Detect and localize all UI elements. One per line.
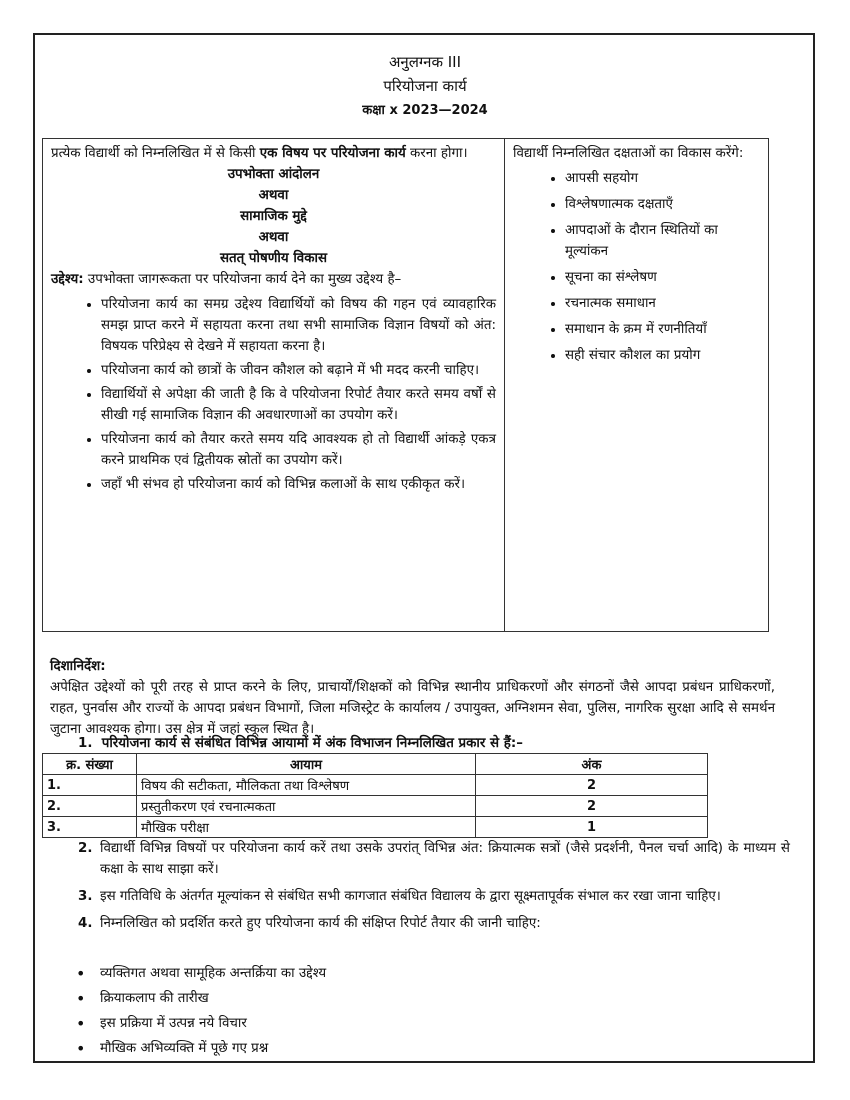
skills-list [513, 168, 760, 366]
list-item: • समाधान के क्रम में रणनीतियाँ [565, 319, 760, 340]
bullet-icon: • [76, 1039, 86, 1058]
list-item [70, 1038, 770, 1059]
intro-paragraph [51, 143, 496, 164]
list-item: • विद्यार्थियों से अपेक्षा की जाती है कि वे परियोजना रिपोर्ट तैयार करते समय वर्षों से सीखी गई सामाजिक विज्ञान की अवधारणाओं का उपयोग करें। [101, 384, 496, 426]
serial-cell: 1. [43, 775, 137, 796]
table-row [43, 817, 708, 838]
numbered-point [70, 838, 790, 880]
intro-text: प्रत्येक विद्यार्थी को निम्नलिखित में से किसी [51, 146, 260, 161]
list-item: • विश्लेषणात्मक दक्षताएँ [565, 194, 760, 215]
annexure-heading: अनुलग्नक III [388, 53, 462, 71]
numbered-point [70, 913, 790, 934]
list-item-text: क्रियाकलाप की तारीख [100, 991, 209, 1006]
skills-intro: विद्यार्थी निम्नलिखित दक्षताओं का विकास करेंगे: [513, 146, 744, 161]
list-item-text: इस प्रक्रिया में उत्पन्न नये विचार [100, 1016, 247, 1031]
dimension-cell: विषय की सटीकता, मौलिकता तथा विश्लेषण [137, 775, 476, 796]
column-header: क्र. संख्या [43, 754, 137, 775]
point-number: 2. [78, 841, 93, 856]
topic-or: अथवा [258, 188, 289, 203]
project-overview-table [42, 138, 769, 632]
guidelines-text: अपेक्षित उद्देश्यों को पूरी तरह से प्राप्त करने के लिए, प्राचार्यों/शिक्षकों को विभिन्न स्थानीय प्राधिकरणों और संगठनों जैसे आपदा प्रबंधन प्राधिकरणों, राहत, पुनर्वास और राज्यों के आपदा प्रबंधन विभागों, जिला मजिस्ट्रेट के कार्यालय / उपायुक्त, अग्निशमन सेवा, पुलिस, नागरिक सुरक्षा आदि से समर्थन जुटाना आवश्यक होगा। उस क्षेत्र में जहां स्कूल स्थित है। [50, 680, 775, 737]
numbered-points [70, 838, 790, 940]
serial-cell: 2. [43, 796, 137, 817]
table-header-row [43, 754, 708, 775]
list-item: • आपसी सहयोग [565, 168, 760, 189]
topic-or: अथवा [258, 230, 289, 245]
list-item-text: व्यक्तिगत अथवा सामूहिक अन्तर्क्रिया का उद्देश्य [100, 966, 327, 981]
point-number: 3. [78, 889, 93, 904]
list-item: • परियोजना कार्य को छात्रों के जीवन कौशल को बढ़ाने में भी मदद करनी चाहिए। [101, 360, 496, 381]
point-text: निम्नलिखित को प्रदर्शित करते हुए परियोजना कार्य की संक्षिप्त रिपोर्ट तैयार की जानी चाहिए: [100, 916, 541, 931]
left-column [43, 139, 505, 632]
guidelines-title: दिशानिर्देश: [50, 659, 106, 674]
right-column [505, 139, 769, 632]
marks-table [42, 753, 708, 838]
marks-cell: 2 [476, 796, 708, 817]
column-header: आयाम [137, 754, 476, 775]
list-item: • परियोजना कार्य का समग्र उद्देश्य विद्यार्थियों को विषय की गहन एवं व्यावहारिक समझ प्राप्त करने में सहायता करना तथा सभी सामाजिक विज्ञान विषयों को अंत: विषयक परिप्रेक्ष्य से देखने में सहायता करना है। [101, 294, 496, 357]
class-year: कक्षा x 2023—2024 [362, 103, 488, 118]
list-item: • सूचना का संश्लेषण [565, 267, 760, 288]
table-row [43, 796, 708, 817]
list-item: • परियोजना कार्य को तैयार करते समय यदि आवश्यक हो तो विद्यार्थी आंकड़े एकत्र करने प्राथमिक एवं द्वितीयक स्रोतों का उपयोग करें। [101, 429, 496, 471]
dimension-cell: प्रस्तुतीकरण एवं रचनात्मकता [137, 796, 476, 817]
dimension-cell: मौखिक परीक्षा [137, 817, 476, 838]
bullet-icon: • [76, 964, 86, 983]
marks-cell: 1 [476, 817, 708, 838]
marks-cell: 2 [476, 775, 708, 796]
intro-bold: एक विषय पर परियोजना कार्य [259, 146, 406, 161]
intro-end: करना होगा। [405, 146, 468, 161]
document-title: परियोजना कार्य [383, 77, 467, 95]
objective-paragraph [51, 269, 496, 290]
numbered-point [70, 886, 790, 907]
list-item-text: मौखिक अभिव्यक्ति में पूछे गए प्रश्न [100, 1041, 269, 1056]
list-item: • रचनात्मक समाधान [565, 293, 760, 314]
topic-option: सतत् पोषणीय विकास [219, 251, 328, 266]
list-item [70, 1013, 770, 1034]
point-number: 1. [78, 736, 93, 751]
bullet-icon: • [76, 989, 86, 1008]
list-item: • आपदाओं के दौरान स्थितियों का मूल्यांकन [565, 220, 760, 262]
serial-cell: 3. [43, 817, 137, 838]
topic-option: सामाजिक मुद्दे [240, 209, 307, 224]
objective-text: उपभोक्ता जागरूकता पर परियोजना कार्य देने का मुख्य उद्देश्य है– [83, 272, 402, 287]
list-item: • जहाँ भी संभव हो परियोजना कार्य को विभिन्न कलाओं के साथ एकीकृत करें। [101, 474, 496, 495]
guidelines-section [50, 656, 775, 740]
column-header: अंक [476, 754, 708, 775]
point-text: विद्यार्थी विभिन्न विषयों पर परियोजना कार्य करें तथा उसके उपरांत् विभिन्न अंत: क्रियात्मक सत्रों (जैसे प्रदर्शनी, पैनल चर्चा आदि) के माध्यम से कक्षा के साथ साझा करें। [100, 841, 790, 877]
list-item [70, 963, 770, 984]
objective-label: उद्देश्य: [51, 272, 84, 287]
marks-distribution-heading [78, 733, 523, 751]
list-item [70, 988, 770, 1009]
topic-option: उपभोक्ता आंदोलन [227, 167, 320, 182]
list-item: • सही संचार कौशल का प्रयोग [565, 345, 760, 366]
objective-list [51, 294, 496, 495]
bullet-icon: • [76, 1014, 86, 1033]
table-row [43, 775, 708, 796]
report-items-list [70, 963, 770, 1063]
point-text: परियोजना कार्य से संबंधित विभिन्न आयामों में अंक विभाजन निम्नलिखित प्रकार से हैं:– [101, 736, 523, 751]
point-number: 4. [78, 916, 93, 931]
point-text: इस गतिविधि के अंतर्गत मूल्यांकन से संबंधित सभी कागजात संबंधित विद्यालय के द्वारा सूक्ष्मतापूर्वक संभाल कर रखा जाना चाहिए। [100, 889, 721, 904]
